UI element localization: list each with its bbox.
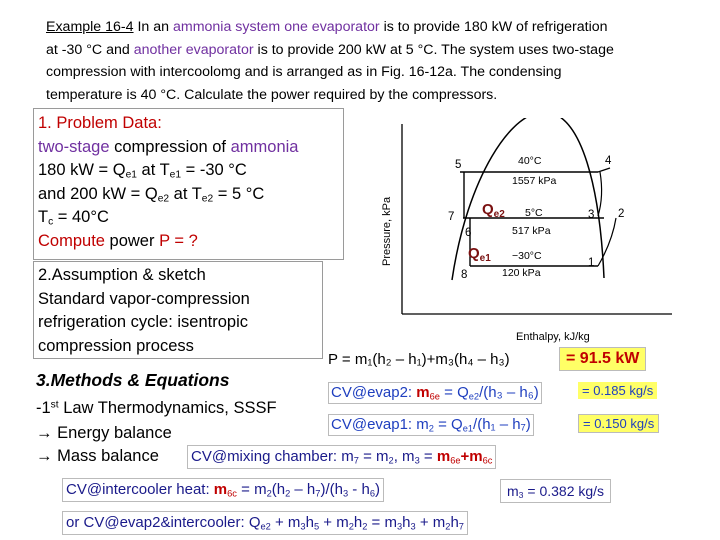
evap1-result: = 0.150 kg/s — [578, 414, 659, 433]
ph-diagram — [372, 118, 690, 350]
state-8-label: 8 — [461, 269, 468, 281]
assumption-text — [38, 264, 250, 358]
pressure-517-label: 517 kPa — [512, 225, 551, 237]
example-line-2: at -30 °C and another evaporator is to provide 200 kW at 5 °C. The system uses two-stage — [46, 41, 614, 58]
temp-40-label: 40°C — [518, 155, 542, 167]
problem-data-text — [38, 112, 298, 253]
example-statement — [46, 16, 614, 106]
problem-line-4: and 200 kW = $Q_{e2}$ at $T_{e2} = 5$ °C — [38, 184, 265, 205]
methods-line-1: -1st Law Thermodynamics, SSSF — [36, 399, 277, 417]
assumption-line-2: Standard vapor-compression — [38, 289, 250, 308]
pressure-1557-label: 1557 kPa — [512, 175, 557, 187]
qe1-label: $Q_{e1}$ — [468, 245, 491, 264]
state-6-label: 6 — [465, 227, 472, 239]
problem-line-2: two-stage compression of ammonia — [38, 137, 299, 156]
example-line-3: compression with intercoolomg and is arranged as in Fig. 16-12a. The condensing — [46, 64, 562, 80]
methods-title: 3.Methods & Equations — [36, 370, 230, 390]
assumption-title: 2.Assumption & sketch — [38, 266, 206, 284]
evap2-result: = 0.185 kg/s — [578, 382, 657, 399]
problem-line-5: $T_c = 40^\circ C$ — [38, 208, 109, 228]
state-1-label: 1 — [588, 257, 595, 269]
state-4-label: 4 — [605, 155, 612, 167]
alternative-equation: or CV@evap2&intercooler: $Q_{e2} + m_3h_5 + m_2h_2 = m_3h_3 + m_2h_7$ — [62, 511, 468, 535]
intercooler-equation: CV@intercooler heat: $m_{6c} = m_2(h_2 - h_7)/(h_3 - h_6)$ — [62, 478, 384, 502]
pressure-axis-label: Pressure, kPa — [381, 196, 393, 266]
problem-line-6: Compute power P = ? — [38, 231, 198, 250]
assumption-line-3: refrigeration cycle: isentropic — [38, 313, 249, 331]
pressure-120-label: 120 kPa — [502, 267, 541, 279]
state-3-label: 3 — [588, 209, 595, 221]
evap2-equation: CV@evap2: $m_{6e} = Q_{e2}/(h_3 - h_6)$ — [328, 382, 542, 404]
state-2-label: 2 — [618, 208, 625, 220]
m3-result: $m_3 = 0.382$ kg/s — [500, 479, 611, 503]
qe2-label: $Q_{e2}$ — [482, 201, 505, 220]
enthalpy-axis-label: Enthalpy, kJ/kg — [516, 331, 590, 343]
state-7-label: 7 — [448, 211, 455, 223]
methods-line-2: → Energy balance — [36, 424, 172, 442]
example-label: Example 16-4 — [46, 19, 134, 35]
assumption-line-4: compression process — [38, 336, 194, 355]
power-equation — [328, 350, 510, 370]
problem-line-3: 180 kW = $Q_{e1}$ at $T_{e1} = -30$ °C — [38, 161, 247, 181]
methods-line-3: → Mass balance — [36, 447, 159, 465]
power-result: = 91.5 kW — [559, 347, 646, 371]
example-line-1: Example 16-4 In an ammonia system one evaporator is to provide 180 kW of refrigeration — [46, 19, 608, 35]
temp-minus30-label: −30°C — [512, 250, 542, 262]
temp-5-label: 5°C — [525, 207, 543, 219]
evap1-equation: CV@evap1: $m_2 = Q_{e1}/(h_1 - h_7)$ — [328, 414, 534, 436]
example-line-4: temperature is 40 °C. Calculate the power required by the compressors. — [46, 86, 498, 103]
power-formula: P = m₁(h₂ – h₁)+m₃(h₄ – h₃) — [328, 351, 510, 368]
state-5-label: 5 — [455, 159, 462, 171]
mixing-equation: CV@mixing chamber: $m_7 = m_2$, $m_3 = m_{6e}+m_{6c}$ — [187, 445, 496, 469]
problem-title: 1. Problem Data: — [38, 114, 162, 132]
